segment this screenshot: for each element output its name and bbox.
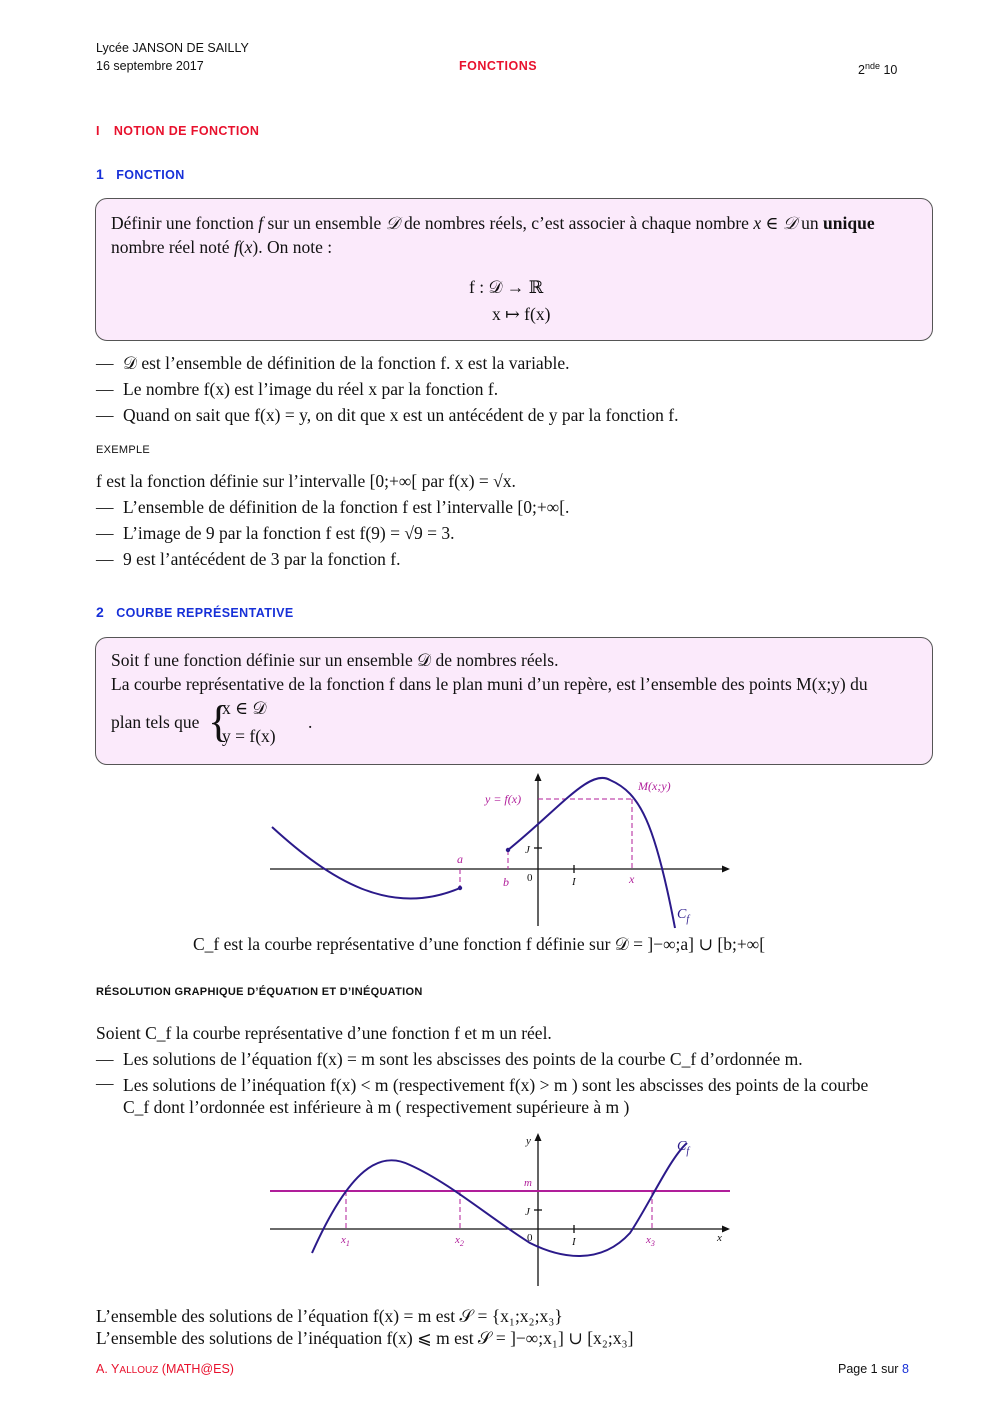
label-x3: $x_3$ bbox=[646, 1234, 655, 1248]
label-I: I bbox=[572, 876, 576, 888]
mapping-line2: x ↦ f(x) bbox=[492, 304, 551, 324]
list-item: — 9 est l’antécédent de 3 par la fonction f. bbox=[96, 549, 401, 569]
label-I: I bbox=[572, 1236, 576, 1248]
graph1-caption: C_f est la courbe représentative d’une fonction f définie sur 𝒟 = ]−∞;a] ∪ [b;+∞[ bbox=[193, 934, 766, 954]
system-line1: x ∈ 𝒟 bbox=[222, 698, 267, 718]
subsection-fonction: 1 FONCTION bbox=[96, 166, 185, 182]
example-intro: f est la fonction définie sur l’intervalle [0;+∞[ par f(x) = √x. bbox=[96, 471, 516, 491]
label-b: b bbox=[503, 875, 509, 889]
label-x: x bbox=[717, 1232, 722, 1244]
label-J: J bbox=[525, 844, 530, 856]
definition-text: Définir une fonction f sur un ensemble 𝒟 de nombres réels, c’est associer à chaque nombre x ∈ 𝒟 un unique nombre réel noté f(x). On note : bbox=[111, 213, 875, 257]
resolution-title: RÉSOLUTION GRAPHIQUE D’ÉQUATION ET D’INÉQUATION bbox=[96, 986, 423, 998]
curve-left-branch bbox=[272, 827, 460, 899]
system-line2: y = f(x) bbox=[222, 726, 276, 746]
definition-box-fonction bbox=[95, 198, 933, 341]
subsection-courbe: 2 COURBE REPRÉSENTATIVE bbox=[96, 604, 294, 620]
label-yfx: y = f(x) bbox=[485, 792, 522, 806]
definition-text: Soit f une fonction définie sur un ensemble 𝒟 de nombres réels. La courbe représentative de la fonction f dans le plan muni d’un repère, est l’ensemble des points M(x;y) du bbox=[111, 650, 868, 694]
footer-author: A. YALLOUZ (MATH@ES) bbox=[96, 1362, 234, 1376]
definition-box-courbe bbox=[95, 637, 933, 765]
system-dot: . bbox=[308, 712, 313, 732]
label-M: M(x;y) bbox=[638, 779, 671, 793]
list-item: — 𝒟 est l’ensemble de définition de la fonction f. x est la variable. bbox=[96, 353, 570, 373]
label-J: J bbox=[525, 1206, 530, 1218]
curve bbox=[312, 1143, 687, 1256]
list-item: — Quand on sait que f(x) = y, on dit que x est un antécédent de y par la fonction f. bbox=[96, 405, 679, 425]
list-item: — Les solutions de l’inéquation f(x) < m (respectivement f(x) > m ) sont les abscisses des points de la courbe C_f dont l’ordonnée est inférieure à m ( respectivement supérieure à m ) bbox=[96, 1073, 869, 1117]
resolution-body bbox=[96, 1020, 936, 1118]
label-x: x bbox=[629, 872, 635, 886]
list-item: — Les solutions de l’équation f(x) = m sont les abscisses des points de la courbe C_f d’ordonnée m. bbox=[96, 1049, 803, 1069]
label-origin: 0 bbox=[527, 872, 533, 884]
solution-inequation: L’ensemble des solutions de l’inéquation f(x) ⩽ m est 𝒮 = ]−∞;x₁] ∪ [x₂;x₃] bbox=[96, 1328, 634, 1348]
graph-resolution bbox=[260, 1128, 740, 1290]
example-body bbox=[96, 468, 936, 572]
definition-plan: plan tels que bbox=[111, 712, 200, 732]
label-a: a bbox=[457, 852, 463, 866]
endpoint-b bbox=[506, 848, 510, 852]
list-item: — L’image de 9 par la fonction f est f(9) = √9 = 3. bbox=[96, 523, 455, 543]
definition-notes bbox=[96, 350, 936, 428]
header-date: 16 septembre 2017 bbox=[96, 59, 204, 73]
y-axis-arrow bbox=[535, 1133, 542, 1141]
system-brace: { bbox=[208, 697, 230, 746]
resolution-intro: Soient C_f la courbe représentative d’une fonction f et m un réel. bbox=[96, 1023, 552, 1043]
label-x1: $x_1$ bbox=[341, 1234, 350, 1248]
label-m: m bbox=[524, 1177, 532, 1189]
label-origin: 0 bbox=[527, 1232, 533, 1244]
label-Cf: $C_f$ bbox=[677, 907, 690, 925]
x-axis-arrow bbox=[722, 866, 730, 873]
example-label: EXEMPLE bbox=[96, 444, 151, 456]
endpoint-a bbox=[458, 886, 462, 890]
solution-equation: L’ensemble des solutions de l’équation f(x) = m est 𝒮 = {x₁;x₂;x₃} bbox=[96, 1306, 563, 1326]
label-y: y bbox=[526, 1135, 531, 1147]
header-class: 2nde 10 bbox=[858, 61, 898, 78]
footer-page: Page 1 sur 8 bbox=[838, 1362, 909, 1376]
curve-right-branch bbox=[508, 778, 675, 928]
list-item: — Le nombre f(x) est l’image du réel x par la fonction f. bbox=[96, 379, 499, 399]
x-axis-arrow bbox=[722, 1226, 730, 1233]
label-Cf: $C_f$ bbox=[677, 1139, 690, 1157]
mapping-line1: f : 𝒟 → ℝ bbox=[469, 277, 544, 297]
label-x2: $x_2$ bbox=[455, 1234, 464, 1248]
header-school: Lycée JANSON DE SAILLY bbox=[96, 41, 249, 55]
y-axis-arrow bbox=[535, 773, 542, 781]
graph-courbe-representative bbox=[260, 768, 740, 933]
list-item: — L’ensemble de définition de la fonction f est l’intervalle [0;+∞[. bbox=[96, 497, 570, 517]
section-title: I NOTION DE FONCTION bbox=[96, 124, 260, 138]
header-title: FONCTIONS bbox=[459, 59, 538, 73]
